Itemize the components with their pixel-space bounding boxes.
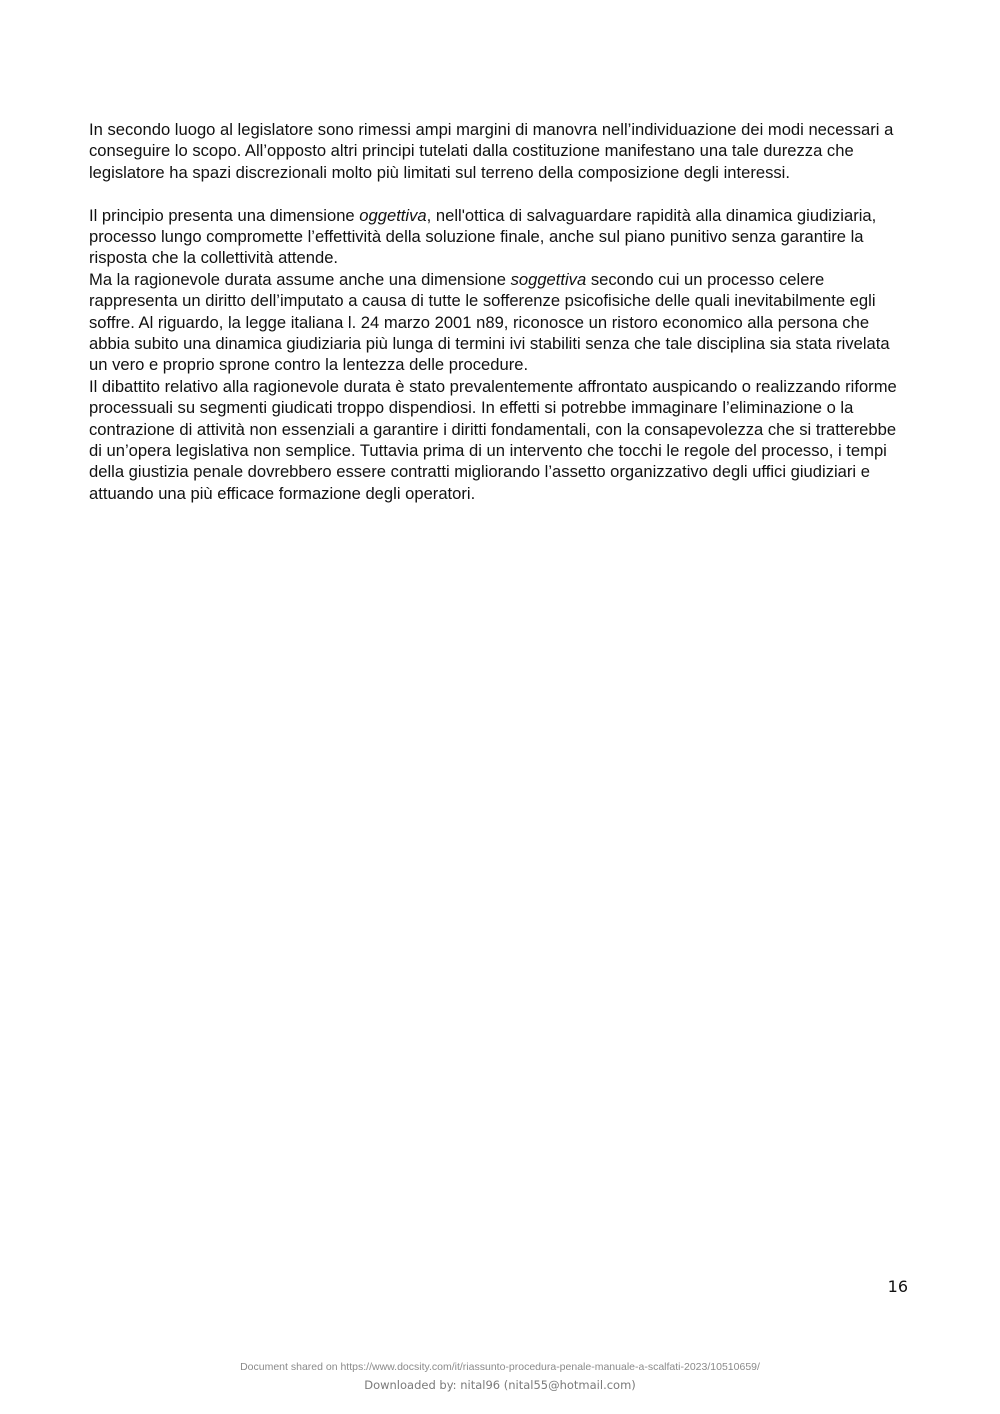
- page-number: 16: [887, 1277, 908, 1296]
- paragraph-text: Ma la ragionevole durata assume anche una dimensione: [89, 269, 511, 289]
- paragraph-legislator-margins: In secondo luogo al legislatore sono rimessi ampi margini di manovra nell’individuazione dei modi necessari a conseguire lo scopo. All’opposto altri principi tutelati dalla costituzione manifestano una tale durezza che legislatore ha spazi discrezionali molto più limitati sul terreno della composizione degli interessi.: [89, 120, 894, 182]
- emphasis-oggettiva: oggettiva: [359, 205, 427, 225]
- paragraph-objective-dimension: [89, 205, 911, 269]
- emphasis-soggettiva: soggettiva: [510, 269, 587, 289]
- footer-downloaded-by: Downloaded by: nital96 (nital55@hotmail.com): [364, 1378, 636, 1392]
- paragraph-subjective-dimension: [89, 269, 911, 376]
- paragraph-debate-reasonable-duration: Il dibattito relativo alla ragionevole durata è stato prevalentemente affrontato auspicando o realizzando riforme processuali su segmenti giudicati troppo dispendiosi. In effetti si potrebbe immaginare l’eliminazione o la contrazione di attività non essenziali a garantire i diritti fondamentali, con la consapevolezza che si tratterebbe di un’opera legislativa non semplice. Tuttavia prima di un intervento che tocchi le regole del processo, i tempi della giustizia penale dovrebbero essere contratti migliorando l’assetto organizzativo degli uffici giudiziari e attuando una più efficace formazione degli operatori.: [89, 376, 897, 503]
- paragraph-text: , nell'ottica di salvaguardare rapidità alla dinamica giudiziaria, processo lungo compromette l’effettività della soluzione finale, anche sul piano punitivo senza garantire la risposta che la collettività attende.: [89, 205, 877, 268]
- paragraph-text: Il principio presenta una dimensione: [89, 205, 360, 225]
- paragraph-spacer: [89, 183, 911, 204]
- paragraph-text: secondo cui un processo celere rappresenta un diritto dell’imputato a causa di tutte le sofferenze psicofisiche delle quali inevitabilmente egli soffre. Al riguardo, la legge italiana l. 24 marzo 2001 n89, riconosce un ristoro economico alla persona che abbia subito una dinamica giudiziaria più lunga di termini ivi stabiliti senza che tale disciplina sia stata rivelata un vero e proprio sprone contro la lentezza delle procedure.: [89, 269, 890, 375]
- footer-shared-link[interactable]: Document shared on https://www.docsity.com/it/riassunto-procedura-penale-manuale-a-scalfati-2023/10510659/: [240, 1361, 760, 1373]
- document-body: [89, 119, 911, 504]
